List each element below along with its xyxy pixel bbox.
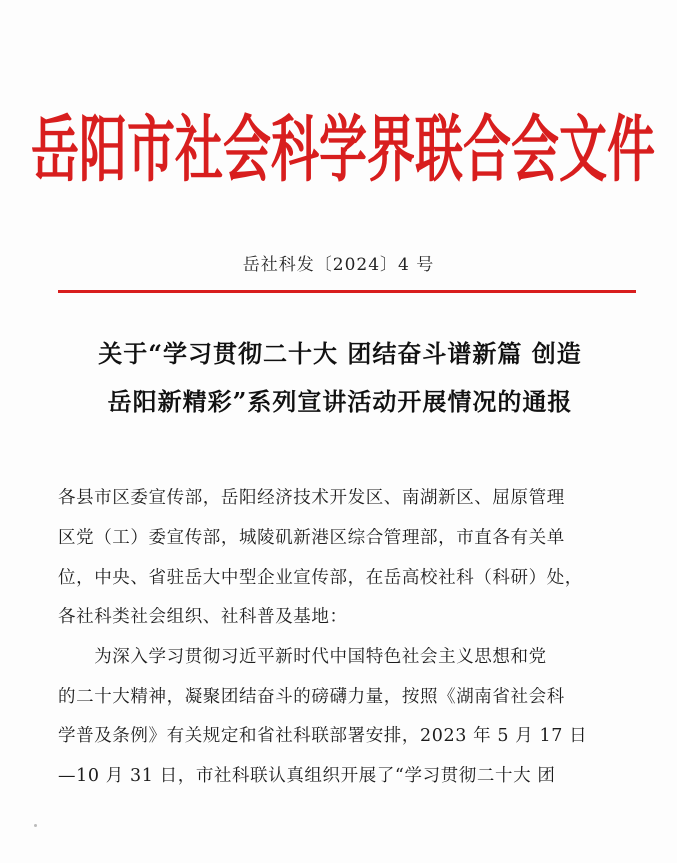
- red-divider-line: [58, 290, 636, 293]
- body-line: —10 月 31 日，市社科联认真组织开展了“学习贯彻二十大 团: [58, 766, 556, 786]
- body-line: 各社科类社会组织、社科普及基地：: [58, 607, 348, 627]
- issuer-masthead: 岳阳市社会科学界联合会文件: [31, 107, 656, 192]
- body-line: 位，中央、省驻岳大中型企业宣传部，在岳高校社科（科研）处，: [58, 568, 583, 588]
- document-title-line-1: 关于“学习贯彻二十大 团结奋斗谱新篇 创造: [98, 339, 582, 368]
- body-line: 各县市区委宣传部，岳阳经济技术开发区、南湖新区、屈原管理: [58, 488, 565, 508]
- body-line: 为深入学习贯彻习近平新时代中国特色社会主义思想和党: [58, 647, 547, 667]
- body-line: 学普及条例》有关规定和省社科联部署安排，2023 年 5 月 17 日: [58, 726, 588, 746]
- document-number: 岳社科发〔2024〕4 号: [242, 255, 435, 275]
- body-line: 的二十大精神，凝聚团结奋斗的磅礴力量，按照《湖南省社会科: [58, 687, 565, 707]
- document-title-line-2: 岳阳新精彩”系列宣讲活动开展情况的通报: [107, 387, 573, 416]
- scan-speck: [34, 824, 37, 827]
- body-line: 区党（工）委宣传部，城陵矶新港区综合管理部，市直各有关单: [58, 528, 565, 548]
